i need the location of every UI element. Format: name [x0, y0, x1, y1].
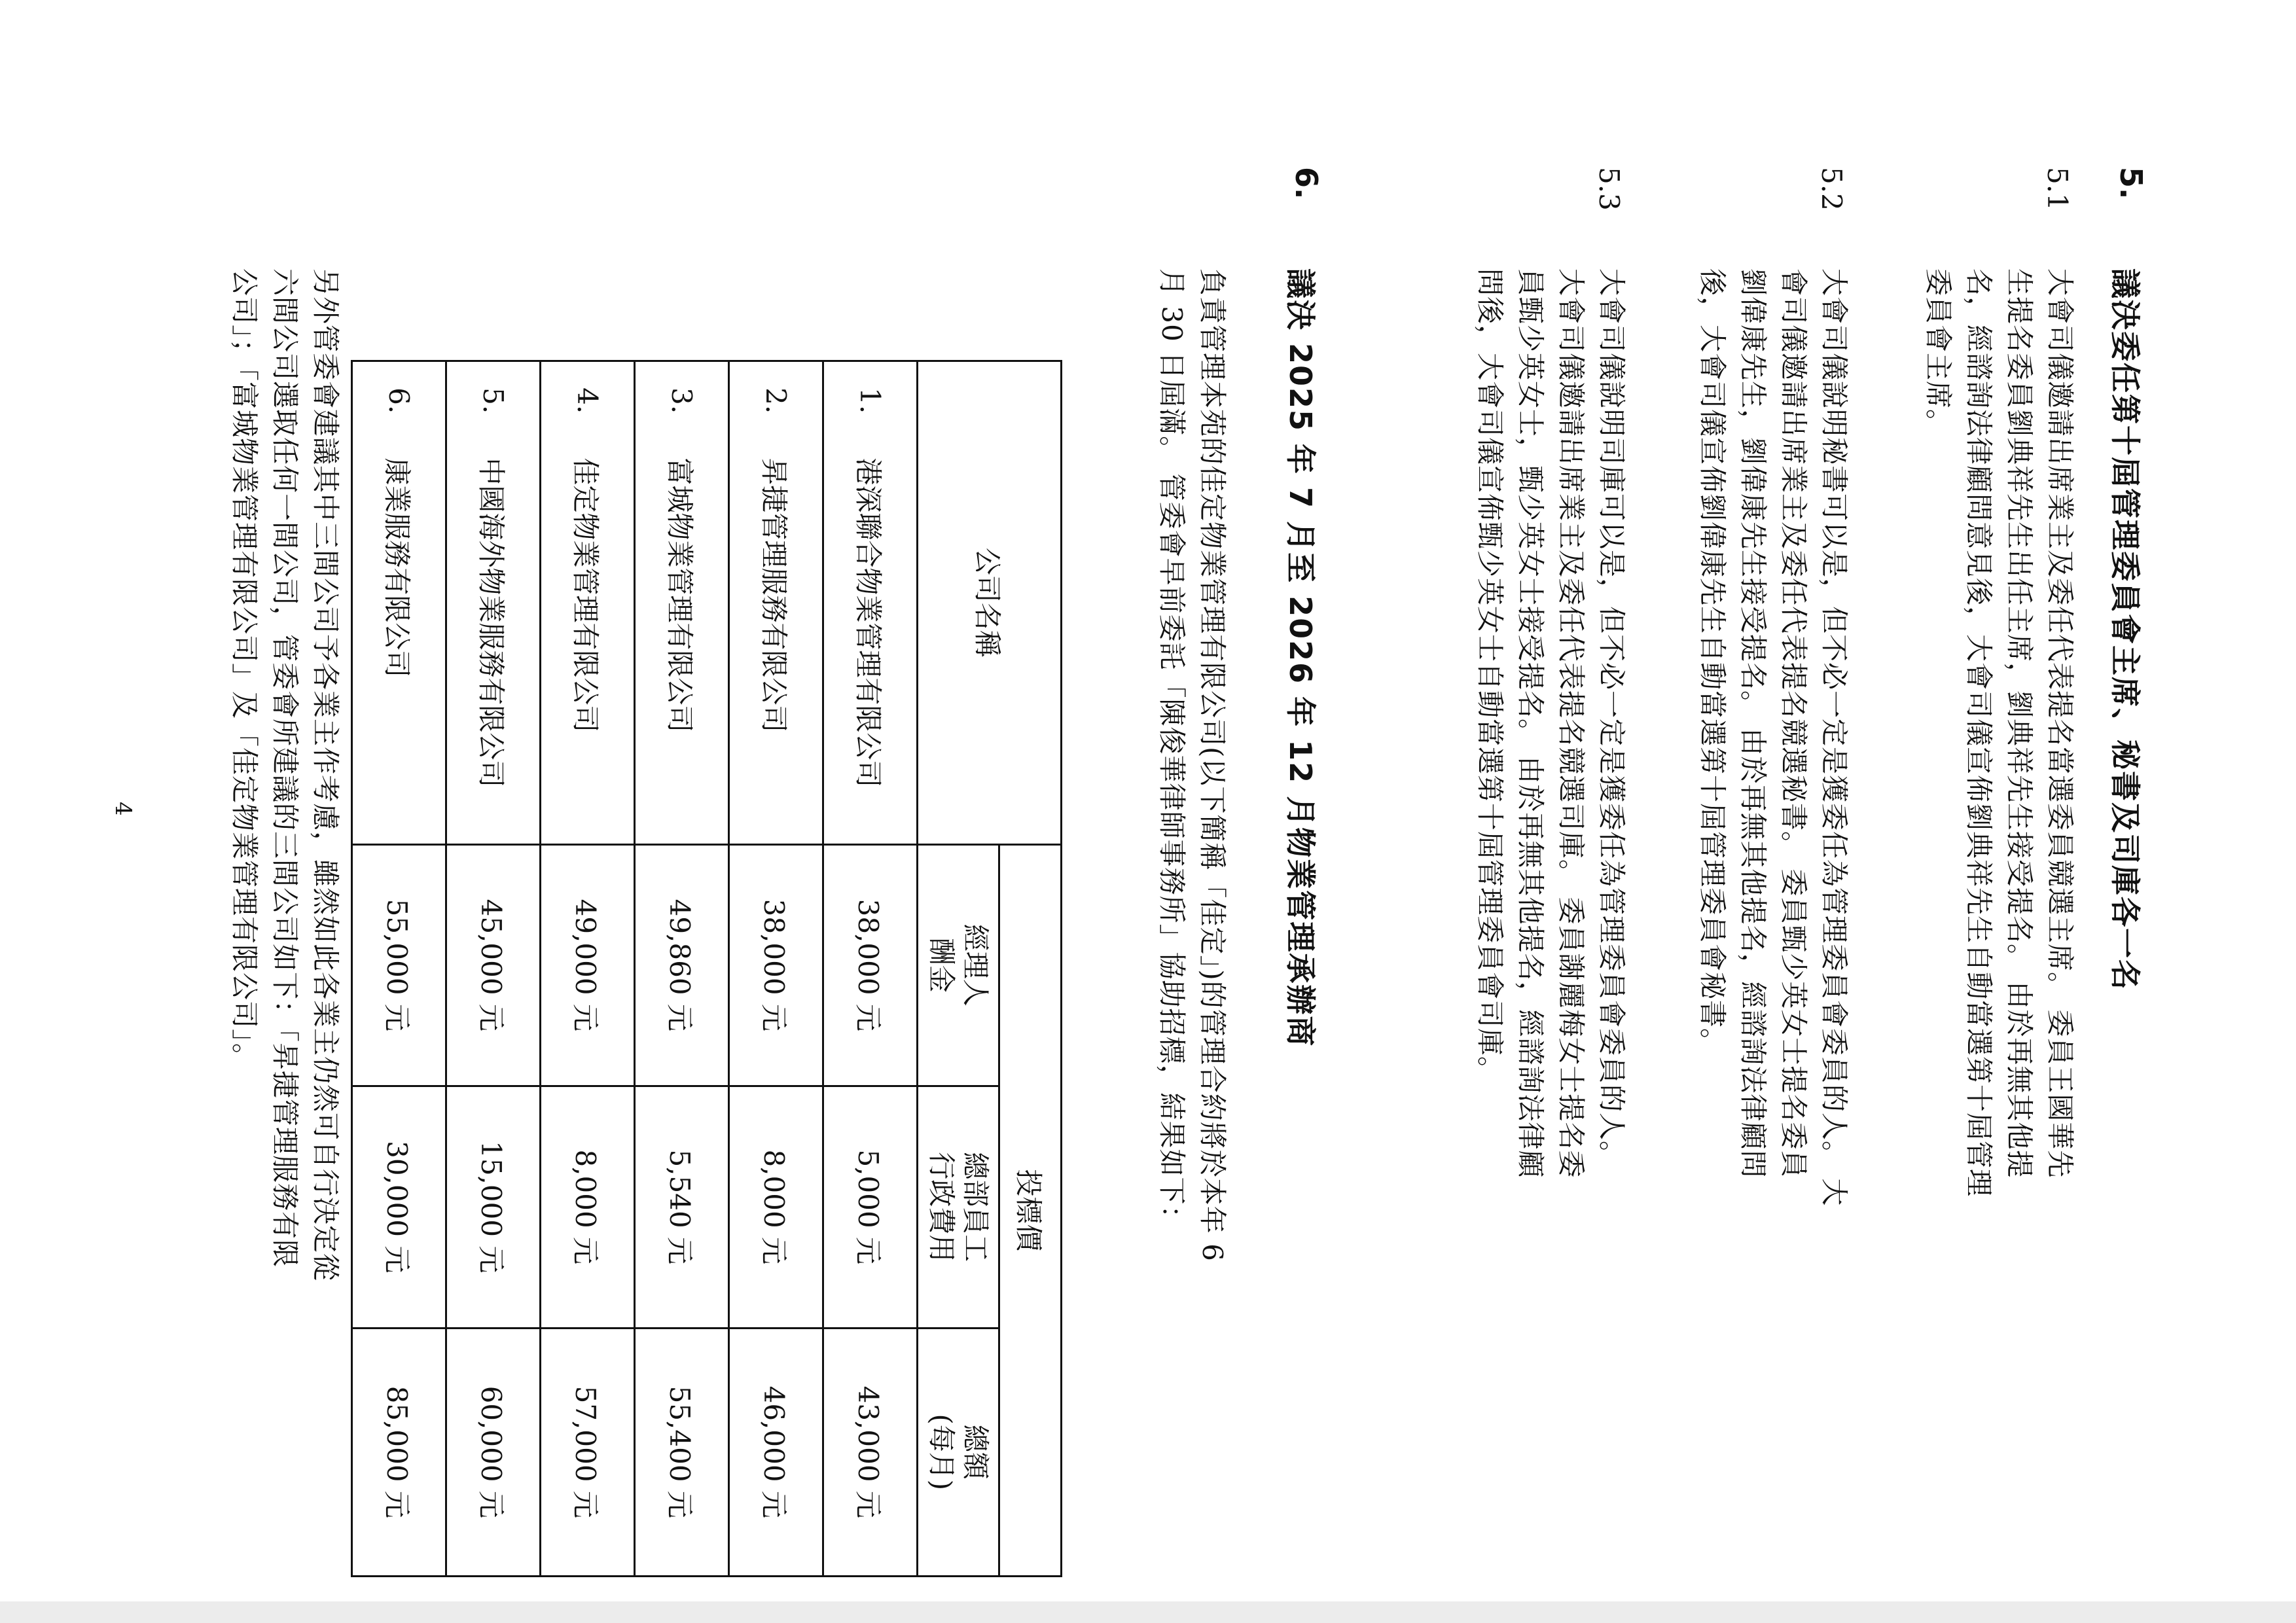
row-number: 1. — [823, 361, 918, 440]
total-fee: 60,000 元 — [446, 1328, 541, 1577]
company-name: 佳定物業管理有限公司 — [541, 439, 635, 844]
row-number: 5. — [446, 361, 541, 440]
item-5-2-line: 大會司儀說明秘書可以是，但不必一定是獲委任為管理委員會委員的人。 大 — [1818, 268, 1850, 1207]
row-number: 3. — [635, 361, 729, 440]
total-fee: 85,000 元 — [352, 1328, 446, 1577]
company-name: 康業服務有限公司 — [352, 439, 446, 844]
item-5-3-number: 5.3 — [1593, 167, 1625, 211]
page-number: 4 — [110, 802, 136, 816]
company-name: 港深聯合物業管理有限公司 — [823, 439, 918, 844]
header-bid: 投標價 — [999, 844, 1062, 1576]
staff-fee: 8,000 元 — [541, 1086, 635, 1328]
section-6-heading: 議決 2025 年 7 月至 2026 年 12 月物業管理承辦商 — [1283, 268, 1318, 1048]
item-5-3-line: 問後，大會司儀宣佈甄少英女士自動當選第十屆管理委員會司庫。 — [1474, 268, 1506, 1085]
header-manager-fee — [918, 844, 999, 1086]
total-fee: 57,000 元 — [541, 1328, 635, 1577]
item-5-2-text — [1692, 268, 1854, 1492]
intro-line: 月 30 日屆滿。 管委會早前委託「陳俊華律師事務所」協助招標，結果如下： — [1156, 268, 1188, 1234]
header-total — [918, 1328, 999, 1577]
table-row — [729, 361, 823, 1577]
closing-line: 六間公司選取任何一間公司，管委會所建議的三間公司如下：「昇捷管理服務有限 — [269, 268, 301, 1268]
item-5-1-text — [1918, 268, 2080, 1492]
item-5-3-line: 大會司儀邀請出席業主及委任代表提名競選司庫。 委員謝麗梅女士提名委 — [1555, 268, 1587, 1179]
manager-fee: 45,000 元 — [446, 844, 541, 1086]
item-5-2-line: 劉偉康先生，劉偉康先生接受提名。 由於再無其他提名，經諮詢法律顧問 — [1737, 268, 1769, 1179]
company-name: 富城物業管理有限公司 — [635, 439, 729, 844]
manager-fee: 38,000 元 — [823, 844, 918, 1086]
row-number: 2. — [729, 361, 823, 440]
staff-fee: 5,540 元 — [635, 1086, 729, 1328]
header-line: 酬金 — [925, 937, 958, 993]
item-5-2-number: 5.2 — [1816, 167, 1848, 211]
item-5-1-number: 5.1 — [2041, 167, 2073, 211]
staff-fee: 15,000 元 — [446, 1086, 541, 1328]
item-5-2-line: 後，大會司儀宣佈劉偉康先生自動當選第十屆管理委員會秘書。 — [1696, 268, 1729, 1057]
header-line: (每月) — [925, 1414, 958, 1491]
manager-fee: 38,000 元 — [729, 844, 823, 1086]
section-6-closing — [224, 268, 346, 1492]
manager-fee: 49,000 元 — [541, 844, 635, 1086]
header-company: 公司名稱 — [918, 361, 1062, 845]
header-line: 行政費用 — [925, 1152, 958, 1262]
table-row — [541, 361, 635, 1577]
item-5-2-line: 會司儀邀請出席業主及委任代表提名競選秘書。 委員甄少英女士提名委員 — [1778, 268, 1810, 1179]
table-row — [823, 361, 918, 1577]
item-5-3-line: 大會司儀說明司庫可以是，但不必一定是獲委任為管理委員會委員的人。 — [1596, 268, 1628, 1169]
item-5-1-line: 名，經諮詢法律顧問意見後，大會司儀宣佈劉典祥先生自動當選第十屆管理 — [1963, 268, 1995, 1198]
section-5-number: 5. — [2113, 167, 2149, 200]
header-line: 總部員工 — [960, 1152, 992, 1262]
item-5-1-line: 生提名委員劉典祥先生出任主席，劉典祥先生接受提名。 由於再無其他提 — [2003, 268, 2036, 1179]
table-row — [635, 361, 729, 1577]
section-6-number: 6. — [1289, 167, 1324, 200]
item-5-3-text — [1469, 268, 1632, 1492]
company-name: 中國海外物業服務有限公司 — [446, 439, 541, 844]
closing-line: 另外管委會建議其中三間公司予各業主作考慮，雖然如此各業主仍然可自行決定從 — [310, 268, 342, 1282]
table-row — [446, 361, 541, 1577]
row-number: 4. — [541, 361, 635, 440]
header-line: 總額 — [960, 1424, 992, 1480]
company-name: 昇捷管理服務有限公司 — [729, 439, 823, 844]
total-fee: 55,400 元 — [635, 1328, 729, 1577]
staff-fee: 5,000 元 — [823, 1086, 918, 1328]
row-number: 6. — [352, 361, 446, 440]
manager-fee: 49,860 元 — [635, 844, 729, 1086]
table-row — [352, 361, 446, 1577]
item-5-1-line: 委員會主席。 — [1922, 268, 1954, 438]
manager-fee: 55,000 元 — [352, 844, 446, 1086]
staff-fee: 30,000 元 — [352, 1086, 446, 1328]
header-staff-fee — [918, 1086, 999, 1328]
intro-line: 負責管理本苑的佳定物業管理有限公司(以下簡稱「佳定」)的管理合約將於本年 6 — [1196, 268, 1229, 1262]
closing-line: 公司」；「富城物業管理有限公司」及「佳定物業管理有限公司」。 — [228, 268, 260, 1072]
header-line: 經理人 — [960, 923, 992, 1007]
section-5-heading: 議決委任第十屆管理委員會主席、秘書及司庫各一名 — [2108, 268, 2143, 991]
item-5-1-line: 大會司儀邀請出席業主及委任代表提名當選委員競選主席。 委員王國華先 — [2044, 268, 2076, 1179]
bid-table — [351, 360, 1062, 1577]
total-fee: 46,000 元 — [729, 1328, 823, 1577]
section-6-intro — [1151, 268, 1232, 1492]
total-fee: 43,000 元 — [823, 1328, 918, 1577]
staff-fee: 8,000 元 — [729, 1086, 823, 1328]
item-5-3-line: 員甄少英女士，甄少英女士接受提名。 由於再無其他提名，經諮詢法律顧 — [1515, 268, 1547, 1179]
